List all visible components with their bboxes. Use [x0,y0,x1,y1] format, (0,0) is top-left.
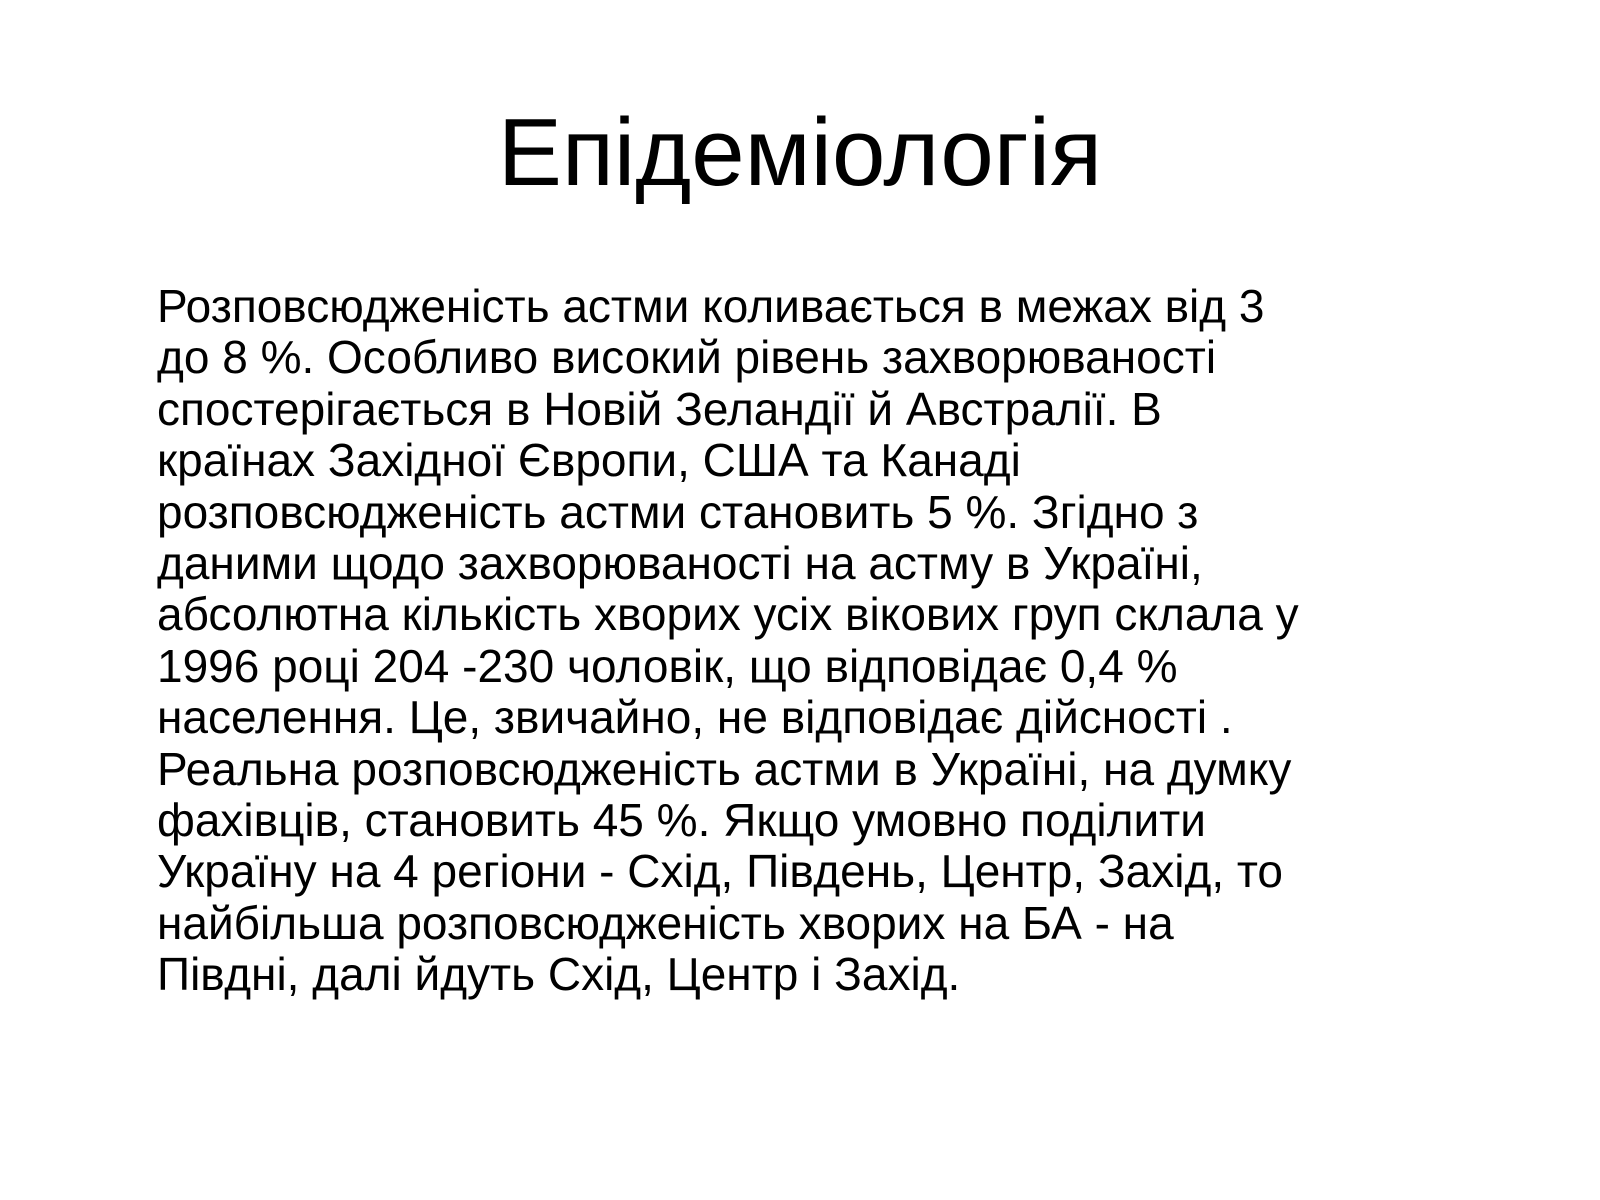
body-line: фахівців, становить 45 %. Якщо умовно поділити [157,794,1206,847]
body-line: до 8 %. Особливо високий рівень захворюваності [157,331,1217,384]
body-line: розповсюдженість астми становить 5 %. Згідно з [157,485,1199,538]
body-line: Розповсюдженість астми коливається в межах від 3 [157,280,1265,332]
body-line: Півдні, далі йдуть Схід, Центр і Захід. [157,948,961,1001]
body-line: Реальна розповсюдженість астми в Україні, на думку [157,742,1292,795]
body-line: 1996 році 204 -230 чоловік, що відповідає 0,4 % [157,639,1178,692]
body-line: спостерігається в Новій Зеландії й Австралії. В [157,382,1162,435]
body-line: абсолютна кількість хворих усіх вікових груп склала у [157,588,1299,641]
body-line: даними щодо захворюваності на астму в Україні, [157,537,1203,590]
body-line: населення. Це, звичайно, не відповідає дійсності . [157,691,1233,744]
body-line: найбільша розповсюдженість хворих на БА - на [157,896,1174,949]
body-line: Україну на 4 регіони - Схід, Південь, Центр, Захід, то [157,845,1284,898]
slide-title: Епідеміологія [497,99,1103,206]
slide-body [157,281,1537,1001]
body-line: країнах Західної Європи, США та Канаді [157,434,1021,487]
